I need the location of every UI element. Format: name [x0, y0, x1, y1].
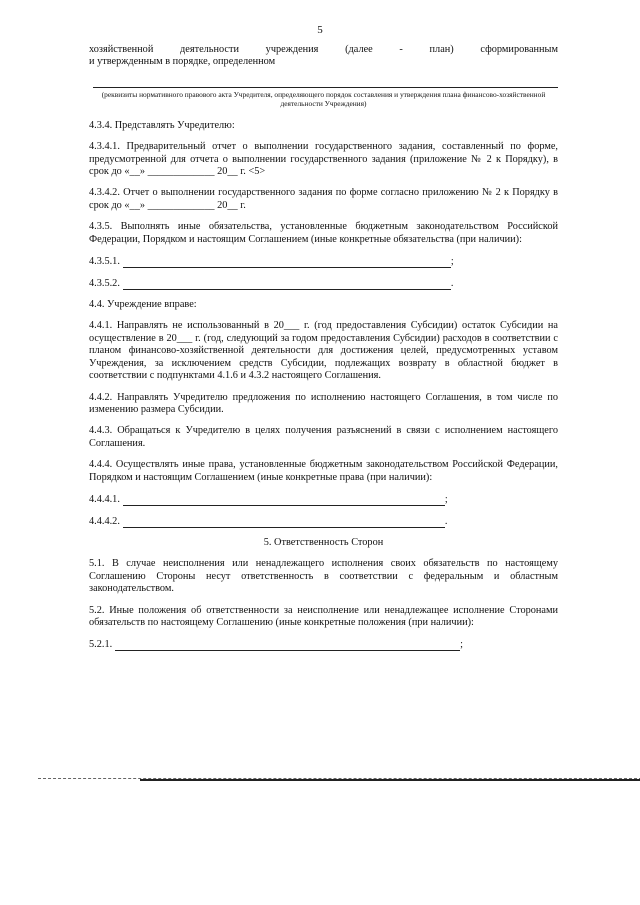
section-heading: 5. Ответственность Сторон: [263, 536, 384, 548]
clause-5-2: 5.2. Иные положения об ответственности за неисполнение или ненадлежащее исполнение Сторонами обязательств по настоящему Соглашению (иные конкретные положения (при наличии):: [89, 604, 558, 628]
clause-4-4: 4.4. Учреждение вправе:: [89, 299, 197, 311]
scan-artifact-line: [140, 779, 640, 781]
footnote-rule: [93, 87, 558, 88]
fill-line: [123, 495, 445, 506]
blank-label: 5.2.1.: [89, 638, 113, 650]
document-body: [89, 44, 558, 660]
clause-4-4-3: 4.4.3. Обращаться к Учредителю в целях получения разъяснений в связи с исполнением настоящего Соглашения.: [89, 425, 558, 449]
clause-4-3-4-2: 4.3.4.2. Отчет о выполнении государственного задания по форме согласно приложению № 2 к Порядку в срок до «__» _____________ 20__ г.: [89, 187, 558, 211]
blank-end: .: [450, 277, 454, 289]
footnote-caption: (реквизиты нормативного правового акта Учредителя, определяющего порядок составления и утверждения плана финансово-хозяйственной деятельности Учреждения): [101, 89, 546, 108]
blank-end: ;: [450, 255, 454, 267]
clause-4-4-1: 4.4.1. Направлять не использованный в 20___ г. (год предоставления Субсидии) остаток Субсидии на осуществление в 20___ г. (год, следующий за годом предоставления Субсидии) расходов в соответствии с планом финансово-хозяйственной деятельности для достижения целей, предусмотренных уставом Учреждения, за исключением средств Субсидии, подлежащих возврату в областной бюджет в соответствии с подпунктами 4.1.6 и 4.3.2 настоящего Соглашения.: [89, 320, 558, 382]
fill-line: [115, 640, 460, 651]
blank-label: 4.4.4.2.: [89, 515, 120, 527]
blank-4-4-4-1: [89, 493, 558, 506]
blank-end: ;: [460, 638, 464, 650]
blank-4-4-4-2: [89, 515, 558, 528]
fill-line: [123, 279, 451, 290]
blank-end: .: [444, 515, 448, 527]
blank-4-3-5-2: [89, 277, 558, 290]
intro-line-2: и утвержденным в порядке, определенном: [89, 56, 276, 68]
page-number: 5: [317, 24, 323, 36]
blank-label: 4.3.5.1.: [89, 255, 120, 267]
clause-4-4-2: 4.4.2. Направлять Учредителю предложения по исполнению настоящего Соглашения, в том числе по изменению размера Субсидии.: [89, 391, 558, 415]
clause-4-3-4: 4.3.4. Представлять Учредителю:: [89, 119, 235, 131]
clause-5-1: 5.1. В случае неисполнения или ненадлежащего исполнения своих обязательств по настоящему Соглашению Стороны несут ответственность в соответствии с федеральным и областным законодательством.: [89, 558, 558, 595]
blank-end: ;: [444, 493, 448, 505]
blank-label: 4.3.5.2.: [89, 277, 120, 289]
blank-5-2-1: [89, 638, 558, 651]
intro-line-1: хозяйственной деятельности учреждения (далее - план) сформированным: [89, 44, 558, 55]
fill-line: [123, 517, 445, 528]
clause-4-3-4-1: 4.3.4.1. Предварительный отчет о выполнении государственного задания, составленный по форме, предусмотренной для отчета о выполнении государственного задания (приложение № 2 к Порядку), в срок до «__» _____________ 20__ г. <5>: [89, 141, 558, 178]
clause-4-3-5: 4.3.5. Выполнять иные обязательства, установленные бюджетным законодательством Российской Федерации, Порядком и настоящим Соглашением (иные конкретные обязательства (при наличии):: [89, 221, 558, 245]
blank-4-3-5-1: [89, 255, 558, 268]
blank-label: 4.4.4.1.: [89, 493, 120, 505]
clause-4-4-4: 4.4.4. Осуществлять иные права, установленные бюджетным законодательством Российской Федерации, Порядком и настоящим Соглашением (иные конкретные права (при наличии):: [89, 459, 558, 483]
fill-line: [123, 257, 451, 268]
